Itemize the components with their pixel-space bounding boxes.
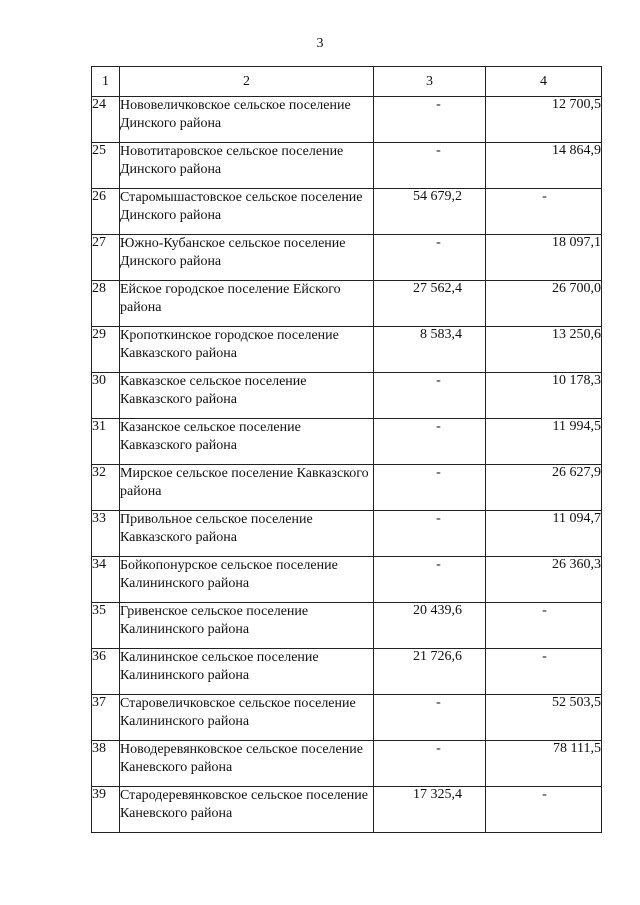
row-number-cell: 34 bbox=[92, 557, 120, 603]
settlement-name-cell: Новотитаровское сельское поселение Динского района bbox=[120, 143, 374, 189]
column-3-value-cell: - bbox=[374, 235, 486, 281]
settlement-name-cell: Новодеревянковское сельское поселение Каневского района bbox=[120, 741, 374, 787]
table-row bbox=[92, 327, 602, 373]
table-row bbox=[92, 557, 602, 603]
row-number-cell: 24 bbox=[92, 97, 120, 143]
column-3-value-cell: - bbox=[374, 557, 486, 603]
table-row bbox=[92, 97, 602, 143]
settlement-name-cell: Бойкопонурское сельское поселение Калининского района bbox=[120, 557, 374, 603]
column-3-value-cell: 21 726,6 bbox=[374, 649, 486, 695]
row-number-cell: 26 bbox=[92, 189, 120, 235]
column-4-value-cell: 13 250,6 bbox=[486, 327, 602, 373]
row-number-cell: 25 bbox=[92, 143, 120, 189]
settlement-name-cell: Стародеревянковское сельское поселение Каневского района bbox=[120, 787, 374, 833]
table-row bbox=[92, 695, 602, 741]
column-4-value-cell: 26 700,0 bbox=[486, 281, 602, 327]
settlement-name-cell: Южно-Кубанское сельское поселение Динского района bbox=[120, 235, 374, 281]
row-number-cell: 37 bbox=[92, 695, 120, 741]
row-number-cell: 39 bbox=[92, 787, 120, 833]
column-3-value-cell: 27 562,4 bbox=[374, 281, 486, 327]
table-row bbox=[92, 511, 602, 557]
settlement-name-cell: Калининское сельское поселение Калининского района bbox=[120, 649, 374, 695]
column-4-value-cell: - bbox=[486, 189, 602, 235]
column-3-value-cell: - bbox=[374, 741, 486, 787]
table-row bbox=[92, 465, 602, 511]
table-header-row bbox=[92, 67, 602, 97]
table-row bbox=[92, 235, 602, 281]
column-3-value-cell: - bbox=[374, 419, 486, 465]
settlement-name-cell: Старомышастовское сельское поселение Динского района bbox=[120, 189, 374, 235]
row-number-cell: 30 bbox=[92, 373, 120, 419]
settlement-name-cell: Кропоткинское городское поселение Кавказского района bbox=[120, 327, 374, 373]
table-row bbox=[92, 741, 602, 787]
settlement-name-cell: Нововеличковское сельское поселение Динского района bbox=[120, 97, 374, 143]
column-3-value-cell: - bbox=[374, 373, 486, 419]
column-4-value-cell: 12 700,5 bbox=[486, 97, 602, 143]
column-4-value-cell: - bbox=[486, 787, 602, 833]
column-4-value-cell: 26 360,3 bbox=[486, 557, 602, 603]
row-number-cell: 38 bbox=[92, 741, 120, 787]
row-number-cell: 36 bbox=[92, 649, 120, 695]
row-number-cell: 28 bbox=[92, 281, 120, 327]
table-row bbox=[92, 419, 602, 465]
column-3-value-cell: - bbox=[374, 465, 486, 511]
column-header: 4 bbox=[486, 67, 602, 97]
row-number-cell: 27 bbox=[92, 235, 120, 281]
column-4-value-cell: - bbox=[486, 649, 602, 695]
column-4-value-cell: 14 864,9 bbox=[486, 143, 602, 189]
row-number-cell: 33 bbox=[92, 511, 120, 557]
column-3-value-cell: - bbox=[374, 97, 486, 143]
row-number-cell: 32 bbox=[92, 465, 120, 511]
settlement-name-cell: Привольное сельское поселение Кавказского района bbox=[120, 511, 374, 557]
column-3-value-cell: - bbox=[374, 143, 486, 189]
column-header: 1 bbox=[92, 67, 120, 97]
settlement-name-cell: Кавказское сельское поселение Кавказского района bbox=[120, 373, 374, 419]
settlement-name-cell: Ейское городское поселение Ейского района bbox=[120, 281, 374, 327]
table-row bbox=[92, 189, 602, 235]
column-3-value-cell: 20 439,6 bbox=[374, 603, 486, 649]
column-header: 2 bbox=[120, 67, 374, 97]
settlement-name-cell: Мирское сельское поселение Кавказского района bbox=[120, 465, 374, 511]
column-3-value-cell: - bbox=[374, 695, 486, 741]
column-4-value-cell: 18 097,1 bbox=[486, 235, 602, 281]
page-number: 3 bbox=[316, 36, 324, 51]
column-4-value-cell: - bbox=[486, 603, 602, 649]
column-4-value-cell: 78 111,5 bbox=[486, 741, 602, 787]
column-4-value-cell: 52 503,5 bbox=[486, 695, 602, 741]
data-table bbox=[91, 66, 602, 833]
column-3-value-cell: 8 583,4 bbox=[374, 327, 486, 373]
table-row bbox=[92, 373, 602, 419]
table-row bbox=[92, 281, 602, 327]
row-number-cell: 35 bbox=[92, 603, 120, 649]
column-4-value-cell: 11 994,5 bbox=[486, 419, 602, 465]
table-row bbox=[92, 787, 602, 833]
row-number-cell: 29 bbox=[92, 327, 120, 373]
column-3-value-cell: 54 679,2 bbox=[374, 189, 486, 235]
settlement-name-cell: Казанское сельское поселение Кавказского района bbox=[120, 419, 374, 465]
settlement-name-cell: Гривенское сельское поселение Калининского района bbox=[120, 603, 374, 649]
table-row bbox=[92, 649, 602, 695]
column-4-value-cell: 26 627,9 bbox=[486, 465, 602, 511]
column-3-value-cell: 17 325,4 bbox=[374, 787, 486, 833]
column-4-value-cell: 11 094,7 bbox=[486, 511, 602, 557]
row-number-cell: 31 bbox=[92, 419, 120, 465]
column-3-value-cell: - bbox=[374, 511, 486, 557]
table-row bbox=[92, 603, 602, 649]
column-4-value-cell: 10 178,3 bbox=[486, 373, 602, 419]
settlement-name-cell: Старовеличковское сельское поселение Калининского района bbox=[120, 695, 374, 741]
column-header: 3 bbox=[374, 67, 486, 97]
table-row bbox=[92, 143, 602, 189]
